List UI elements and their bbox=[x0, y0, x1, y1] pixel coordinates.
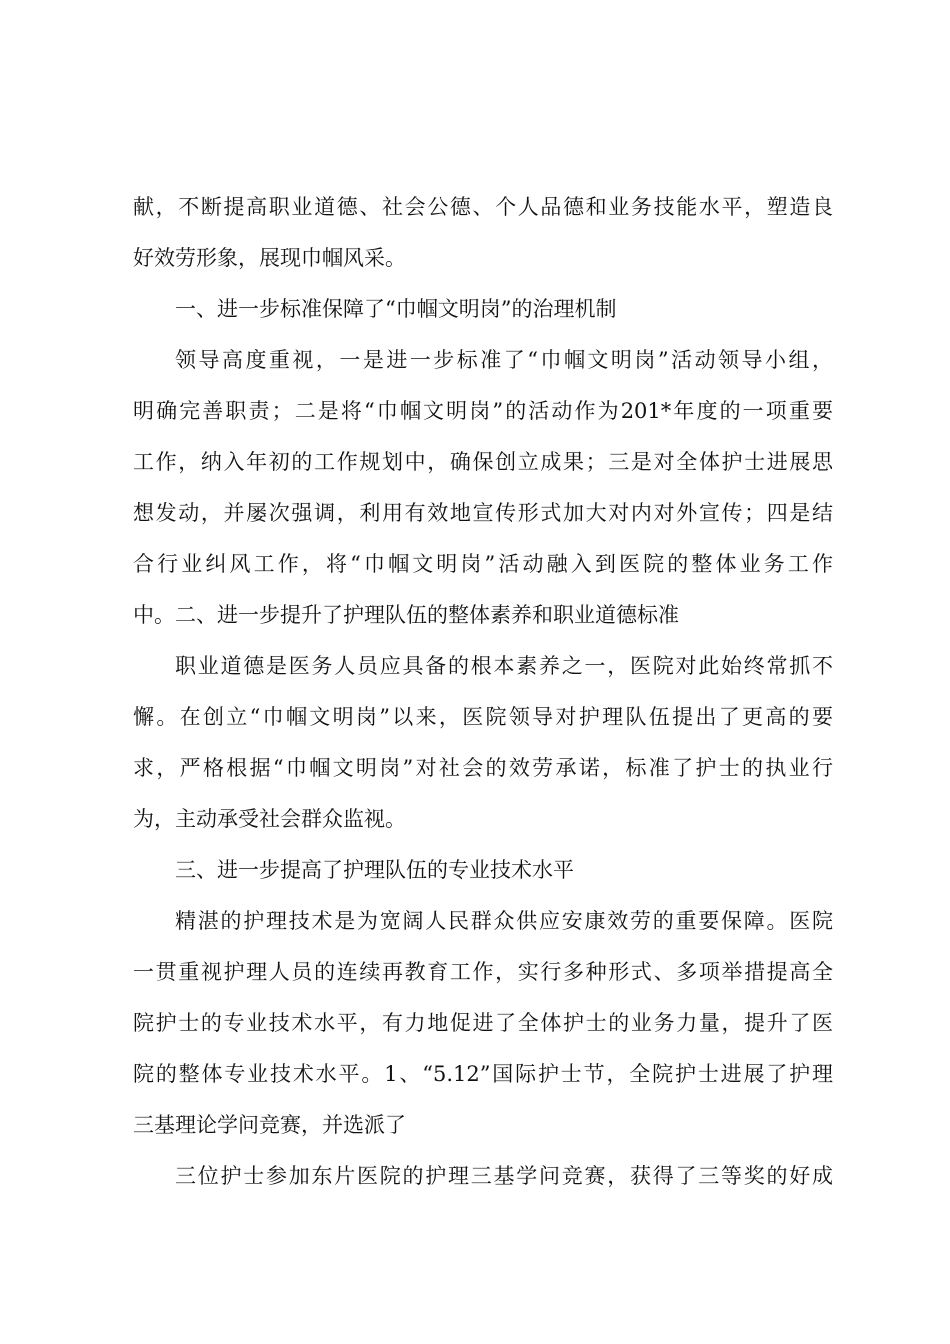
text-line: 领导高度重视，一是进一步标准了“巾帼文明岗”活动领导小组， bbox=[175, 348, 833, 372]
text-line: 合行业纠风工作，将“巾帼文明岗”活动融入到医院的整体业务工作 bbox=[133, 552, 833, 576]
text-line: 为，主动承受社会群众监视。 bbox=[133, 807, 406, 831]
text-line: 精湛的护理技术是为宽阔人民群众供应安康效劳的重要保障。医院 bbox=[175, 909, 833, 933]
text-line: 想发动，并屡次强调，利用有效地宣传形式加大对内对外宣传；四是结 bbox=[133, 501, 833, 525]
text-line: 三基理论学问竞赛，并选派了 bbox=[133, 1113, 406, 1137]
text-line: 好效劳形象，展现巾帼风采。 bbox=[133, 246, 406, 270]
text-line: 一贯重视护理人员的连续再教育工作，实行多种形式、多项举措提高全 bbox=[133, 960, 833, 984]
text-line: 懈。在创立“巾帼文明岗”以来，医院领导对护理队伍提出了更高的要 bbox=[133, 705, 833, 729]
text-line: 职业道德是医务人员应具备的根本素养之一，医院对此始终常抓不 bbox=[175, 654, 833, 678]
text-line: 三位护士参加东片医院的护理三基学问竞赛，获得了三等奖的好成 bbox=[175, 1164, 833, 1188]
text-line: 院的整体专业技术水平。1、“5.12”国际护士节，全院护士进展了护理 bbox=[133, 1062, 833, 1086]
text-line: 工作，纳入年初的工作规划中，确保创立成果；三是对全体护士进展思 bbox=[133, 450, 833, 474]
text-line: 中。二、进一步提升了护理队伍的整体素养和职业道德标准 bbox=[133, 603, 679, 627]
section-heading: 三、进一步提高了护理队伍的专业技术水平 bbox=[175, 858, 574, 882]
section-heading: 一、进一步标准保障了“巾帼文明岗”的治理机制 bbox=[175, 297, 617, 321]
text-line: 献，不断提高职业道德、社会公德、个人品德和业务技能水平，塑造良 bbox=[133, 195, 833, 219]
text-line: 明确完善职责；二是将“巾帼文明岗”的活动作为201*年度的一项重要 bbox=[133, 399, 833, 423]
text-line: 院护士的专业技术水平，有力地促进了全体护士的业务力量，提升了医 bbox=[133, 1011, 833, 1035]
text-line: 求，严格根据“巾帼文明岗”对社会的效劳承诺，标准了护士的执业行 bbox=[133, 756, 833, 780]
